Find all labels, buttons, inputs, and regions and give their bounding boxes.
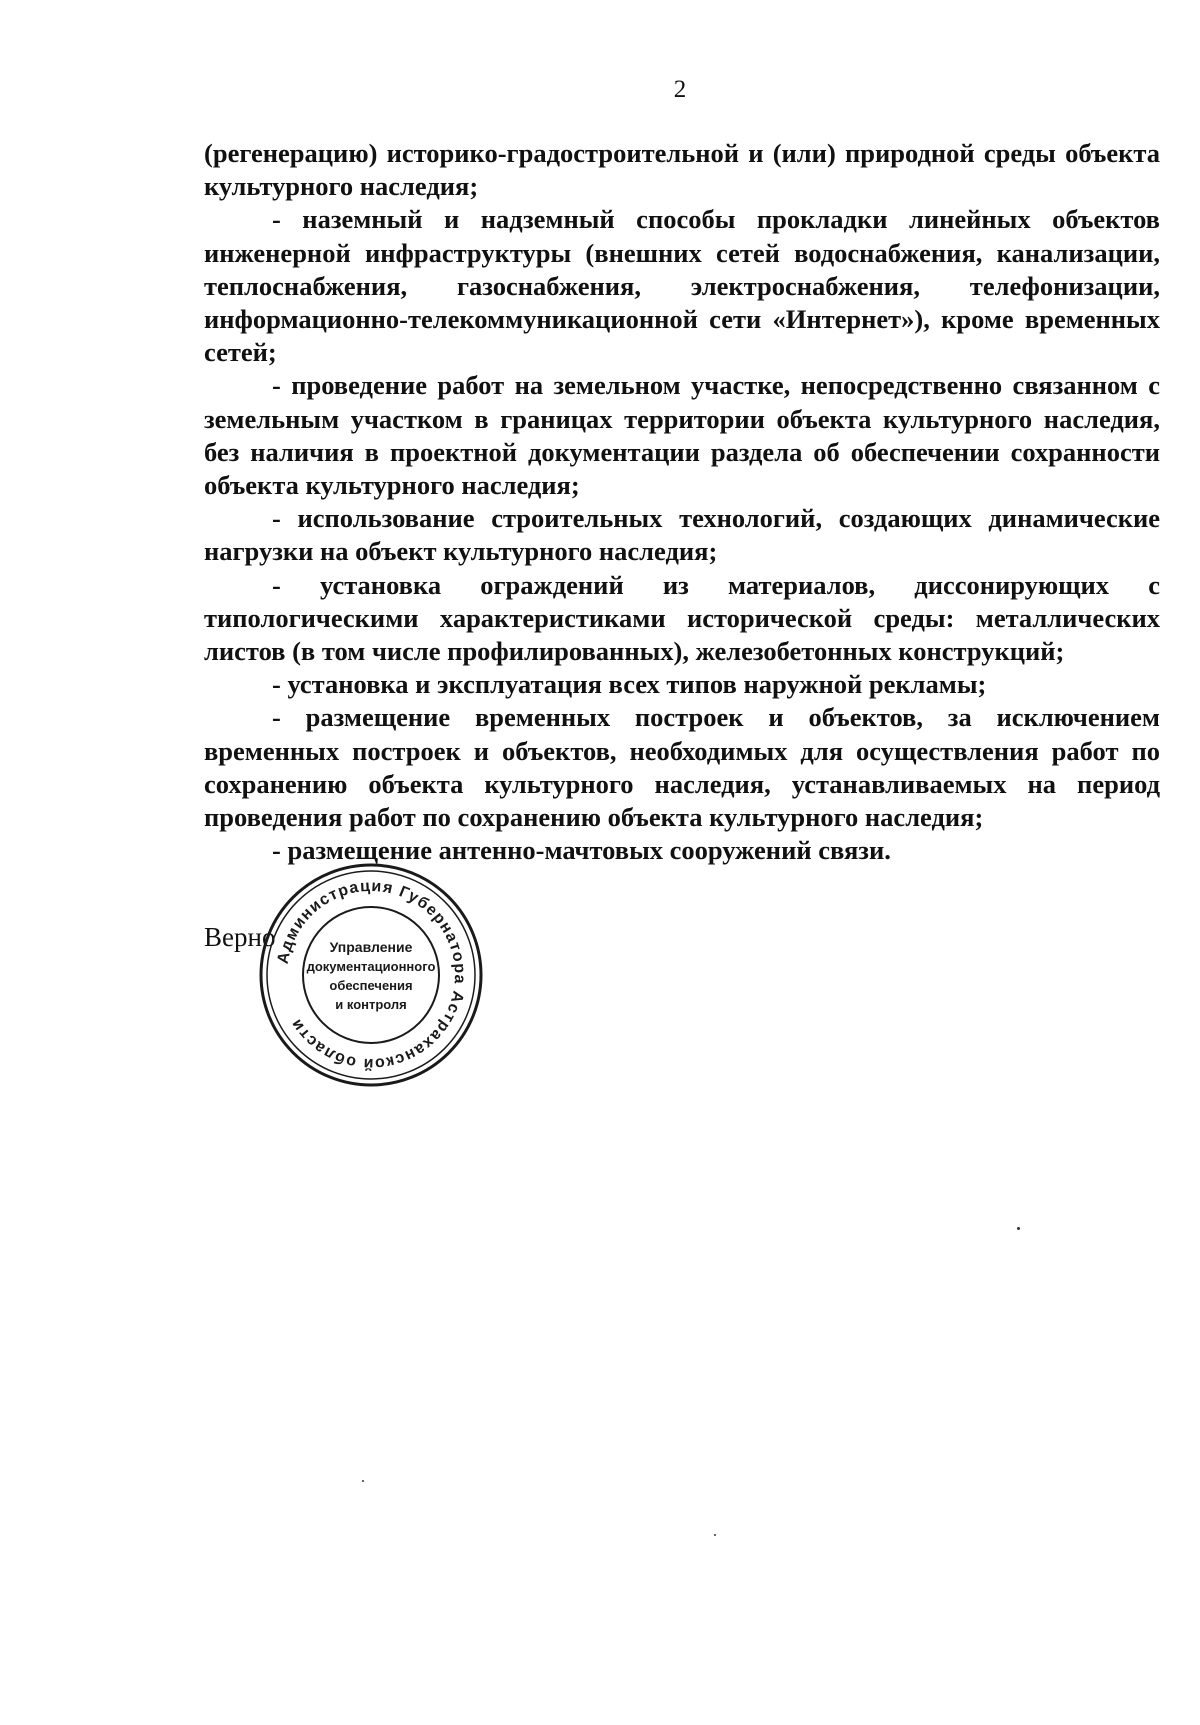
paragraph-1: (регенерацию) историко-градостроительной и (или) природной среды объекта культурного наследия; [204, 138, 1160, 202]
seal-ring-text: Администрация Губернатора Астраханской области [274, 877, 469, 1073]
seal-center-line-4: и контроля [335, 997, 407, 1012]
page-number: 2 [673, 76, 687, 103]
paragraph-6: - установка и эксплуатация всех типов наружной рекламы; [272, 669, 987, 700]
paragraph-2: - наземный и надземный способы прокладки линейных объектов инженерной инфраструктуры (внешних сетей водоснабжения, канализации, теплоснабжения, газоснабжения, электроснабжения, телефонизации, информационно-телекоммуникационной сети «Интернет»), кроме временных сетей; [204, 204, 1160, 368]
scan-speck [1017, 1227, 1020, 1230]
scan-speck [714, 1534, 716, 1536]
seal-inner-ring [303, 907, 439, 1043]
verified-label: Верно [204, 922, 276, 952]
paragraph-3: - проведение работ на земельном участке, непосредственно связанном с земельным участком в границах территории объекта культурного наследия, без наличия в проектной документации раздела об обеспечении сохранности объекта культурного наследия; [204, 370, 1160, 501]
document-body [204, 137, 1160, 867]
paragraph-8: - размещение антенно-мачтовых сооружений связи. [272, 835, 891, 866]
paragraph-5: - установка ограждений из материалов, диссонирующих с типологическими характеристиками исторической среды: металлических листов (в том числе профилированных), железобетонных конструкций; [204, 569, 1160, 667]
official-seal [258, 862, 484, 1088]
seal-center-line-3: обеспечения [329, 978, 413, 993]
seal-outer-ring-inner [267, 871, 475, 1079]
seal-outer-ring [261, 865, 481, 1085]
paragraph-7: - размещение временных построек и объектов, за исключением временных построек и объектов, необходимых для осуществления работ по сохранению объекта культурного наследия, устанавливаемых на период проведения работ по сохранению объекта культурного наследия; [204, 702, 1160, 833]
paragraph-4: - использование строительных технологий, создающих динамические нагрузки на объект культурного наследия; [204, 503, 1160, 567]
seal-center-line-2: документационного [306, 959, 436, 974]
scan-speck [362, 1480, 364, 1482]
seal-center-line-1: Управление [329, 939, 413, 955]
